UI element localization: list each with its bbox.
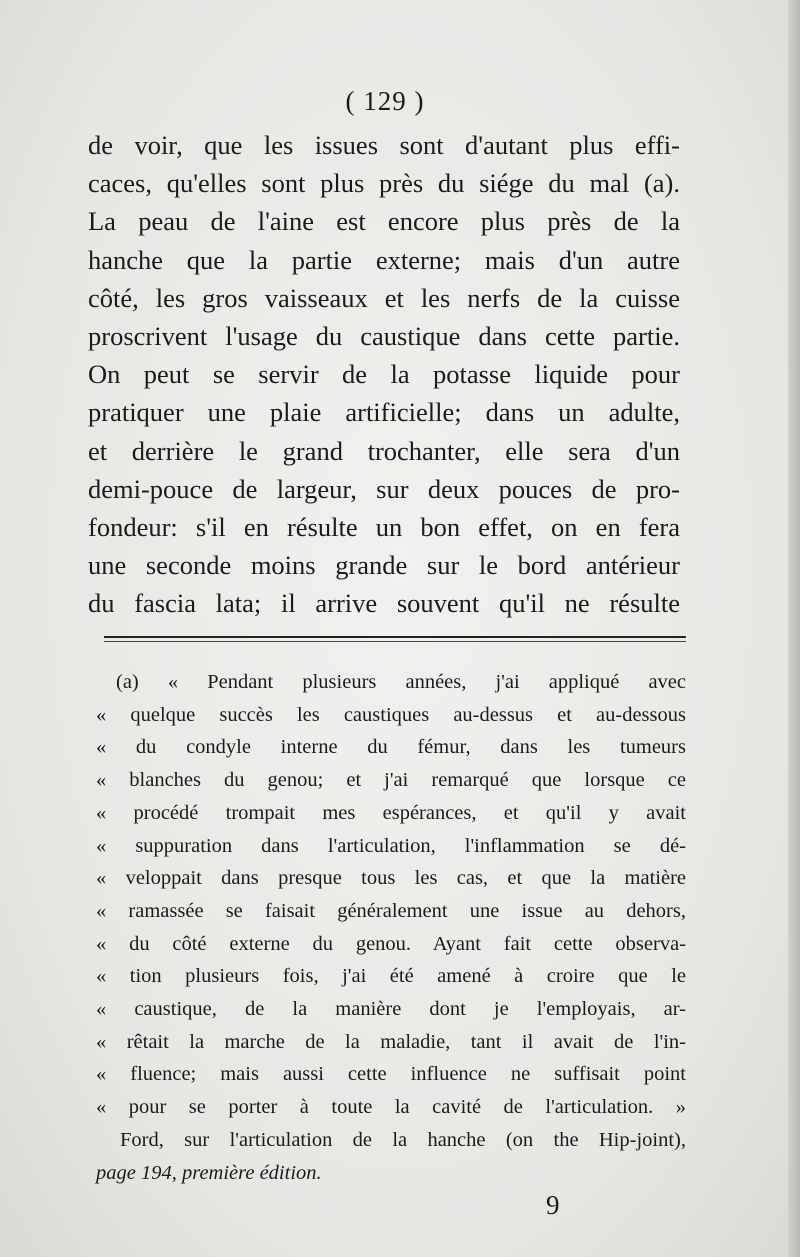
footnote-line: « fluence; mais aussi cette influence ne suffisait point [96,1063,686,1086]
footnote-line: « tion plusieurs fois, j'ai été amené à croire que le [96,965,686,988]
page-edge [788,0,800,1257]
footnote-line: « suppuration dans l'articulation, l'inflammation se dé- [96,834,686,857]
text-line: caces, qu'elles sont plus près du siége du mal (a). [88,168,680,199]
footnote-line: « rêtait la marche de la maladie, tant il avait de l'in- [96,1030,686,1053]
footnote-line: « procédé trompait mes espérances, et qu'il y avait [96,801,686,824]
footnote-line: « pour se porter à toute la cavité de l'articulation. » [96,1096,686,1119]
citation-page: page 194, première édition. [96,1161,322,1184]
footnote-line: « blanches du genou; et j'ai remarqué que lorsque ce [96,769,686,792]
text-line: fondeur: s'il en résulte un bon effet, on en fera [88,512,680,543]
text-line: côté, les gros vaisseaux et les nerfs de la cuisse [88,282,680,313]
footnote-line: « ramassée se faisait généralement une issue au dehors, [96,899,686,922]
text-line: de voir, que les issues sont d'autant plus effi- [88,130,680,160]
footnote-line: « caustique, de la manière dont je l'employais, ar- [96,998,686,1021]
main-text [88,126,680,623]
footnote [96,666,686,1189]
page-number: ( 129 ) [345,86,425,116]
text-line: hanche que la partie externe; mais d'un autre [88,244,680,275]
text-line: et derrière le grand trochanter, elle sera d'un [88,435,680,466]
text-line: demi-pouce de largeur, sur deux pouces de pro- [88,473,680,504]
signature-mark: 9 [546,1190,560,1220]
footnote-line: « quelque succès les caustiques au-dessus et au-dessous [96,703,686,726]
footnote-line: « du côté externe du genou. Ayant fait cette observa- [96,932,686,955]
footnote-line: « veloppait dans presque tous les cas, et que la matière [96,867,686,890]
footnote-line: « du condyle interne du fémur, dans les tumeurs [96,736,686,759]
text-line: On peut se servir de la potasse liquide pour [88,359,680,390]
text-line: une seconde moins grande sur le bord antérieur [88,550,680,581]
text-line: La peau de l'aine est encore plus près de la [88,206,680,237]
footnote-citation: Ford, sur l'articulation de la hanche (on the Hip-joint), [120,1128,686,1151]
footnote-line: (a) « Pendant plusieurs années, j'ai appliqué avec [116,671,686,693]
text-line: pratiquer une plaie artificielle; dans un adulte, [88,397,680,428]
text-line: du fascia lata; il arrive souvent qu'il ne résulte [88,588,680,619]
text-line: proscrivent l'usage du caustique dans cette partie. [88,321,680,352]
footnote-divider [104,636,686,642]
